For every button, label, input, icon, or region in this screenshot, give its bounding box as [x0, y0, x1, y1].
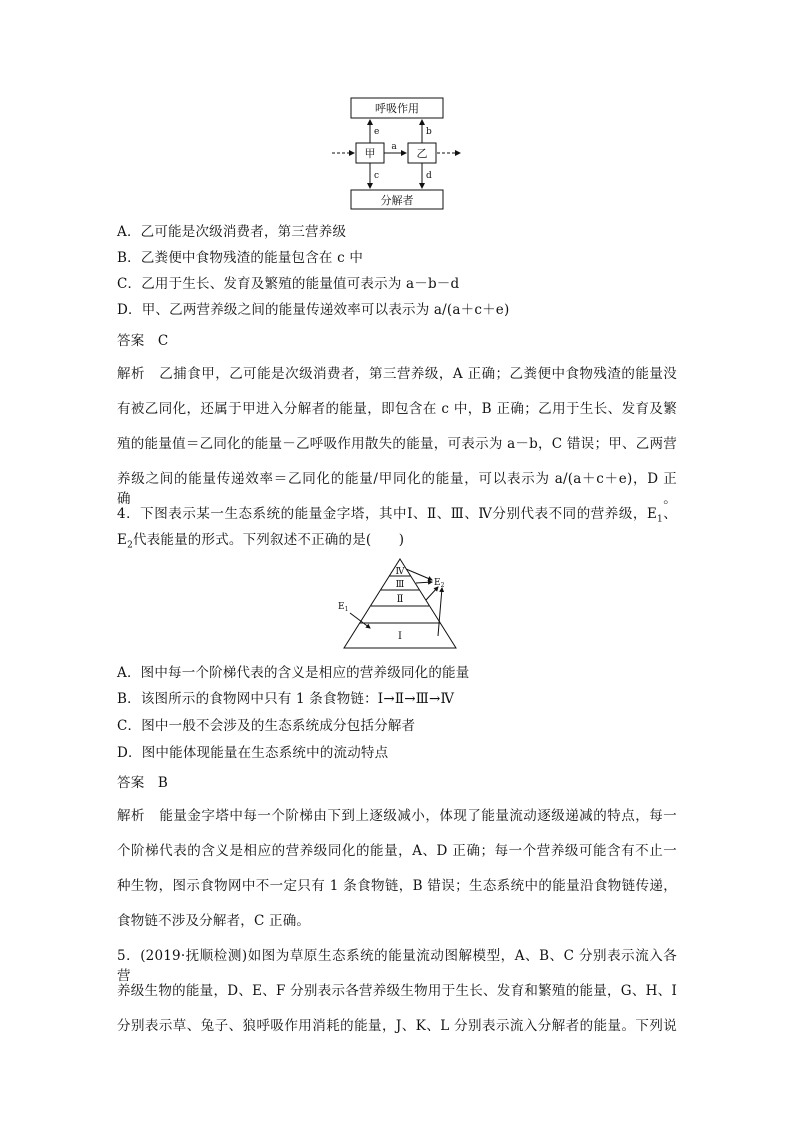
- label-e: e: [374, 127, 380, 137]
- q3-analysis-line-1: [117, 362, 677, 382]
- q4-option-a: A．图中每一个阶梯代表的含义是相应的营养级同化的能量: [117, 665, 470, 681]
- q4-answer-value: B: [157, 775, 169, 791]
- q4-stem-line-1: 4．下图表示某一生态系统的能量金字塔，其中Ⅰ、Ⅱ、Ⅲ、Ⅳ分别代表不同的营养级，$E_1$、: [117, 506, 677, 525]
- q4-option-c: C．图中一般不会涉及的生态系统成分包括分解者: [117, 718, 416, 734]
- q3-option-b: B．乙粪便中食物残渣的能量包含在 c 中: [117, 250, 364, 266]
- q4-analysis-label: 解析: [117, 808, 145, 824]
- energy-pyramid: [334, 556, 462, 652]
- q4-stem-line-2: [117, 528, 404, 551]
- level-i: Ⅰ: [398, 631, 402, 642]
- q4-analysis-line-3: 种生物，图示食物网中不一定只有 1 条食物链，B 错误；生态系统中的能量沿食物链传递，: [117, 878, 677, 894]
- q4-stem-text-1: 4．下图表示某一生态系统的能量金字塔，其中Ⅰ、Ⅱ、Ⅲ、Ⅳ分别代表不同的营养级，E: [117, 506, 657, 522]
- box-jia-label: 甲: [364, 147, 376, 160]
- q4-analysis-line-4: 食物链不涉及分解者，C 正确。: [117, 913, 311, 929]
- label-c: c: [374, 171, 380, 181]
- decomposer-label: 分解者: [380, 194, 414, 207]
- q3-answer: [117, 329, 168, 349]
- q3-analysis-label: 解析: [117, 366, 145, 382]
- q4-answer: [117, 771, 168, 791]
- q4-analysis-line-1: [117, 804, 677, 824]
- q3-option-d: D．甲、乙两营养级之间的能量传递效率可以表示为 a/(a＋c＋e): [117, 302, 510, 318]
- e1-label: $E_1$: [338, 602, 349, 613]
- label-d: d: [426, 171, 432, 181]
- label-a: a: [391, 142, 397, 152]
- q5-stem-line-2: 养级生物的能量，D、E、F 分别表示各营养级生物用于生长、发育和繁殖的能量，G、H、I: [117, 983, 677, 999]
- q3-analysis-text-1: 乙捕食甲，乙可能是次级消费者，第三营养级，A 正确；乙粪便中食物残渣的能量没: [159, 366, 678, 382]
- q3-analysis-line-4: 养级之间的能量传递效率＝乙同化的能量/甲同化的能量，可以表示为 a/(a＋c＋e)，D 正确。: [117, 471, 677, 507]
- e2-label: $E_2$: [434, 578, 445, 589]
- q3-answer-value: C: [157, 333, 169, 349]
- q4-stem-sub-1: 1: [657, 514, 663, 525]
- q4-option-b: B．该图所示的食物网中只有 1 条食物链：Ⅰ→Ⅱ→Ⅲ→Ⅳ: [117, 691, 455, 707]
- respiration-label: 呼吸作用: [375, 102, 419, 115]
- q4-stem-e2: E: [117, 532, 128, 548]
- q3-option-c: C．乙用于生长、发育及繁殖的能量值可表示为 a－b－d: [117, 276, 460, 292]
- e2-arrow-from-iii: [416, 582, 432, 583]
- e2-arrow-from-ii: [426, 587, 438, 600]
- q4-stem-sub-2: 2: [127, 540, 133, 551]
- q3-answer-label: 答案: [117, 333, 145, 349]
- q5-stem-line-1: 5．(2019·抚顺检测)如图为草原生态系统的能量流动图解模型，A、B、C 分别表示流入各营: [117, 948, 677, 984]
- label-b: b: [426, 127, 432, 137]
- energy-flow-diagram: [320, 92, 480, 214]
- q5-stem-line-3: 分别表示草、兔子、狼呼吸作用消耗的能量，J、K、L 分别表示流入分解者的能量。下列说: [117, 1018, 677, 1034]
- q4-stem-text-2: 代表能量的形式。下列叙述不正确的是( ): [133, 532, 405, 548]
- box-yi-label: 乙: [416, 147, 428, 160]
- level-ii: Ⅱ: [396, 594, 404, 605]
- q3-analysis-line-2: 有被乙同化，还属于甲进入分解者的能量，即包含在 c 中，B 正确；乙用于生长、发育及繁: [117, 401, 677, 417]
- level-iv: Ⅳ: [395, 567, 405, 577]
- q4-option-d: D．图中能体现能量在生态系统中的流动特点: [117, 745, 389, 761]
- q4-analysis-text-1: 能量金字塔中每一个阶梯由下到上逐级减小，体现了能量流动逐级递减的特点，每一: [159, 808, 677, 824]
- q4-answer-label: 答案: [117, 775, 145, 791]
- q3-analysis-line-3: 殖的能量值＝乙同化的能量－乙呼吸作用散失的能量，可表示为 a－b，C 错误；甲、乙两营: [117, 436, 677, 452]
- level-iii: Ⅲ: [395, 580, 405, 590]
- q3-option-a: A．乙可能是次级消费者，第三营养级: [117, 224, 347, 240]
- q4-analysis-line-2: 个阶梯代表的含义是相应的营养级同化的能量，A、D 正确；每一个营养级可能含有不止一: [117, 843, 677, 859]
